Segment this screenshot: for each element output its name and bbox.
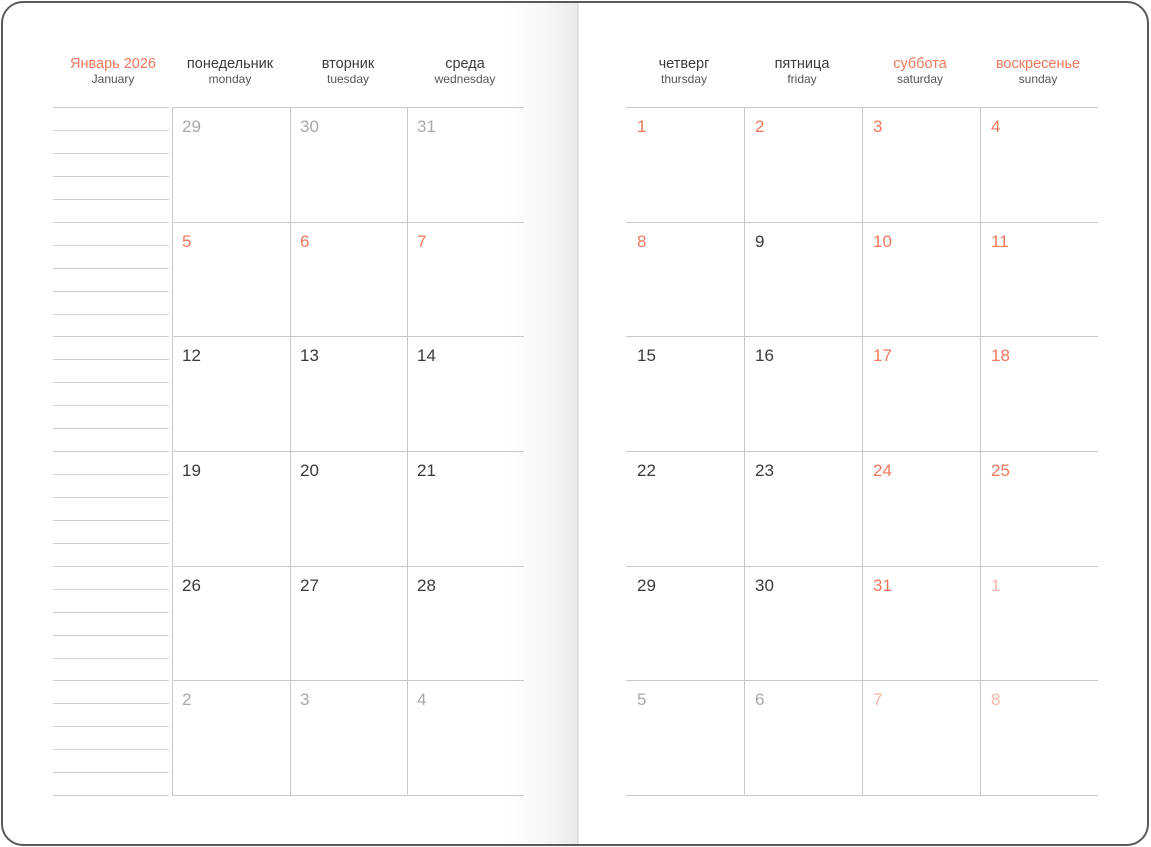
weekday-name: четверг xyxy=(658,56,710,72)
grid-line xyxy=(744,107,745,795)
weekday-name: вторник xyxy=(321,56,375,72)
day-number: 25 xyxy=(991,461,1010,480)
weekday-header xyxy=(626,56,742,86)
page-gutter-shadow xyxy=(503,3,579,844)
grid-line xyxy=(980,107,981,795)
note-line xyxy=(53,405,169,406)
grid-line xyxy=(172,566,524,567)
day-number: 26 xyxy=(182,576,201,595)
grid-line xyxy=(172,451,524,452)
month-header xyxy=(55,56,171,86)
day-number: 23 xyxy=(755,461,774,480)
note-line xyxy=(53,635,169,636)
day-number: 8 xyxy=(991,690,1001,709)
grid-line xyxy=(172,222,524,223)
note-line xyxy=(53,451,169,452)
note-line xyxy=(53,382,169,383)
day-number: 16 xyxy=(755,346,774,365)
note-line xyxy=(53,726,169,727)
weekday-name-en: sunday xyxy=(1018,72,1058,86)
weekday-header xyxy=(290,56,406,86)
day-number: 11 xyxy=(991,232,1009,251)
day-number: 5 xyxy=(182,232,192,251)
note-line xyxy=(53,199,169,200)
day-number: 30 xyxy=(300,117,319,136)
day-number: 29 xyxy=(182,117,201,136)
note-line xyxy=(53,680,169,681)
day-number: 19 xyxy=(182,461,201,480)
day-number: 30 xyxy=(755,576,774,595)
day-number: 27 xyxy=(300,576,319,595)
day-number: 29 xyxy=(637,576,656,595)
note-line xyxy=(53,107,169,108)
weekday-name: суббота xyxy=(893,56,947,72)
weekday-name: пятница xyxy=(774,56,830,72)
weekday-name-en: tuesday xyxy=(326,72,370,86)
month-title: Январь 2026 xyxy=(70,56,156,72)
note-line xyxy=(53,703,169,704)
note-line xyxy=(53,566,169,567)
weekday-header xyxy=(172,56,288,86)
note-line xyxy=(53,497,169,498)
day-number: 17 xyxy=(873,346,892,365)
note-line xyxy=(53,589,169,590)
day-number: 4 xyxy=(417,690,427,709)
day-number: 14 xyxy=(417,346,436,365)
note-line xyxy=(53,772,169,773)
weekday-name-en: thursday xyxy=(660,72,708,86)
note-line xyxy=(53,749,169,750)
day-number: 10 xyxy=(873,232,892,251)
note-line xyxy=(53,474,169,475)
weekday-name-en: friday xyxy=(787,72,817,86)
note-line xyxy=(53,658,169,659)
month-subtitle: January xyxy=(91,72,135,86)
note-line xyxy=(53,130,169,131)
note-line xyxy=(53,245,169,246)
day-number: 3 xyxy=(873,117,883,136)
page-gutter xyxy=(577,3,578,844)
note-line xyxy=(53,543,169,544)
weekday-name: понедельник xyxy=(186,56,274,72)
note-line xyxy=(53,428,169,429)
weekday-header xyxy=(862,56,978,86)
day-number: 1 xyxy=(991,576,1001,595)
day-number: 20 xyxy=(300,461,319,480)
weekday-name-en: wednesday xyxy=(434,72,496,86)
note-line xyxy=(53,176,169,177)
day-number: 18 xyxy=(991,346,1010,365)
planner-spread xyxy=(1,1,1149,846)
day-number: 7 xyxy=(873,690,883,709)
note-line xyxy=(53,314,169,315)
note-line xyxy=(53,359,169,360)
day-number: 28 xyxy=(417,576,436,595)
day-number: 7 xyxy=(417,232,427,251)
note-line xyxy=(53,153,169,154)
weekday-name: среда xyxy=(445,56,485,72)
note-line xyxy=(53,291,169,292)
weekday-header xyxy=(980,56,1096,86)
weekday-header xyxy=(407,56,523,86)
day-number: 9 xyxy=(755,232,765,251)
grid-line xyxy=(172,680,524,681)
grid-line xyxy=(172,107,173,795)
day-number: 4 xyxy=(991,117,1001,136)
note-line xyxy=(53,222,169,223)
note-line xyxy=(53,612,169,613)
day-number: 13 xyxy=(300,346,319,365)
day-number: 31 xyxy=(873,576,892,595)
day-number: 31 xyxy=(417,117,436,136)
day-number: 22 xyxy=(637,461,656,480)
grid-line xyxy=(172,795,524,796)
day-number: 1 xyxy=(637,117,647,136)
grid-line xyxy=(172,336,524,337)
note-line xyxy=(53,520,169,521)
day-number: 2 xyxy=(755,117,765,136)
day-number: 12 xyxy=(182,346,201,365)
weekday-name: воскресенье xyxy=(995,56,1081,72)
day-number: 15 xyxy=(637,346,656,365)
grid-line xyxy=(290,107,291,795)
grid-line xyxy=(407,107,408,795)
note-line xyxy=(53,795,169,796)
day-number: 5 xyxy=(637,690,647,709)
day-number: 8 xyxy=(637,232,647,251)
day-number: 24 xyxy=(873,461,892,480)
day-number: 21 xyxy=(417,461,436,480)
grid-line xyxy=(862,107,863,795)
grid-line xyxy=(626,795,1098,796)
day-number: 2 xyxy=(182,690,192,709)
grid-line xyxy=(172,107,524,108)
note-line xyxy=(53,268,169,269)
day-number: 6 xyxy=(300,232,310,251)
weekday-name-en: monday xyxy=(208,72,252,86)
day-number: 3 xyxy=(300,690,310,709)
weekday-name-en: saturday xyxy=(896,72,944,86)
note-line xyxy=(53,336,169,337)
weekday-header xyxy=(744,56,860,86)
day-number: 6 xyxy=(755,690,765,709)
